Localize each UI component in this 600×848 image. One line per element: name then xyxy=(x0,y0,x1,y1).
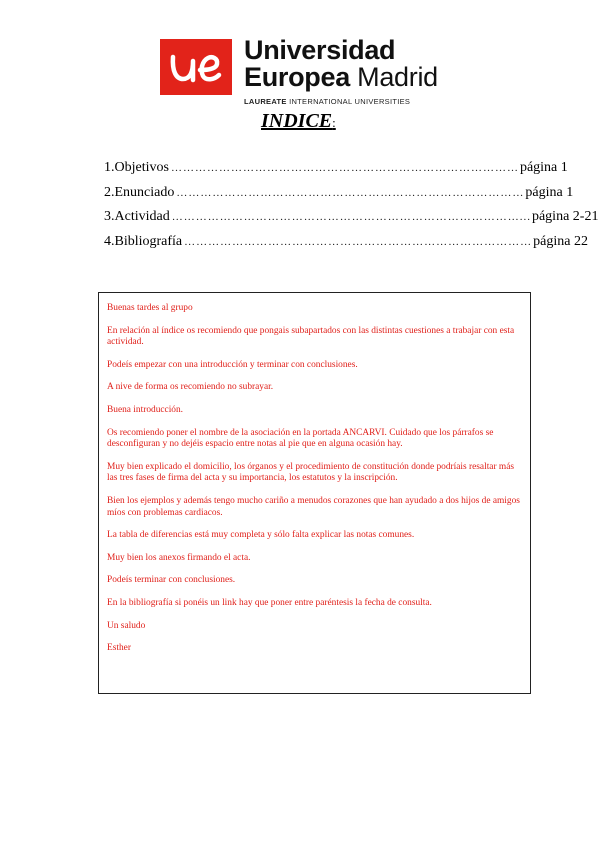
toc-item-number: 4. xyxy=(104,233,115,249)
toc-item-title: Actividad xyxy=(114,209,170,224)
feedback-text xyxy=(107,303,525,666)
toc-item-number: 3. xyxy=(104,209,115,224)
feedback-paragraph: Os recomiendo poner el nombre de la asociación en la portada ANCARVI. Cuidado que los párrafos se desconfiguran y no dejéis espacio entre notas al pie que en alguna ocasión hay. xyxy=(107,427,494,450)
feedback-paragraph: Muy bien explicado el domicilio, los órganos y el procedimiento de constitución donde podríais resaltar más las tres fases de firma del acta y su importancia, los estatutos y la inscripción. xyxy=(107,461,515,484)
toc-item-bibliografia xyxy=(104,233,588,259)
feedback-paragraph: Esther xyxy=(107,643,131,654)
logo-line-2 xyxy=(244,64,438,91)
toc-item-leader: ……………………………………………………………………………... xyxy=(171,211,531,223)
toc-item-actividad xyxy=(104,209,599,234)
toc-item-page: página 2-21 xyxy=(531,209,599,224)
logo-subtitle xyxy=(244,97,410,106)
toc-item-objetivos xyxy=(104,160,568,185)
toc-item-page: página 1 xyxy=(519,160,568,175)
toc-item-number: 2. xyxy=(104,184,115,200)
feedback-paragraph: Un saludo xyxy=(107,620,146,631)
feedback-paragraph: Podeís empezar con una introducción y terminar con conclusiones. xyxy=(107,359,358,370)
toc-item-title: Objetivos xyxy=(114,160,169,175)
toc-item-leader: …………………………………………………………………………… xyxy=(184,235,533,248)
feedback-paragraph: Buenas tardes al grupo xyxy=(107,303,193,313)
logo-subtitle-regular: INTERNATIONAL UNIVERSITIES xyxy=(289,97,411,106)
feedback-paragraph: Bien los ejemplos y además tengo mucho cariño a menudos corazones que han ayudado a dos hijos de amigos míos con problemas cardiacos. xyxy=(107,495,520,518)
index-colon: : xyxy=(332,115,336,130)
feedback-paragraph: En relación al índice os recomiendo que pongais subapartados con las distintas cuestiones a trabajar con esta actividad. xyxy=(107,325,515,348)
logo-line-1: Universidad xyxy=(244,35,396,65)
table-of-contents xyxy=(104,160,599,258)
feedback-paragraph: Muy bien los anexos firmando el acta. xyxy=(107,552,251,563)
feedback-paragraph: Podeís terminar con conclusiones. xyxy=(107,575,236,586)
toc-item-leader: …………………………………………………………………………… xyxy=(170,162,519,174)
logo-subtitle-bold: LAUREATE xyxy=(244,97,287,106)
logo-line-2-regular: Madrid xyxy=(357,62,438,92)
toc-item-page: página 1 xyxy=(525,184,574,200)
feedback-paragraph: Buena introducción. xyxy=(107,404,184,415)
university-logo xyxy=(160,37,450,109)
feedback-paragraph: En la bibliografía si ponéis un link hay que poner entre paréntesis la fecha de consulta. xyxy=(107,597,432,608)
logo-line-2-bold: Europea xyxy=(244,62,350,92)
toc-item-title: Bibliografía xyxy=(114,233,183,249)
index-title: INDICE xyxy=(261,110,333,132)
toc-item-leader: …………………………………………………………………………… xyxy=(176,186,525,199)
index-heading xyxy=(261,110,336,133)
toc-item-title: Enunciado xyxy=(114,184,175,200)
feedback-paragraph: A nive de forma os recomiendo no subrayar. xyxy=(107,382,274,393)
ue-logo-icon xyxy=(160,39,232,95)
feedback-paragraph: La tabla de diferencias está muy completa y sólo falta explicar las notas comunes. xyxy=(107,530,415,541)
feedback-box xyxy=(98,292,531,694)
toc-item-enunciado xyxy=(104,184,574,210)
toc-item-number: 1. xyxy=(104,160,115,175)
toc-item-page: página 22 xyxy=(533,233,588,249)
